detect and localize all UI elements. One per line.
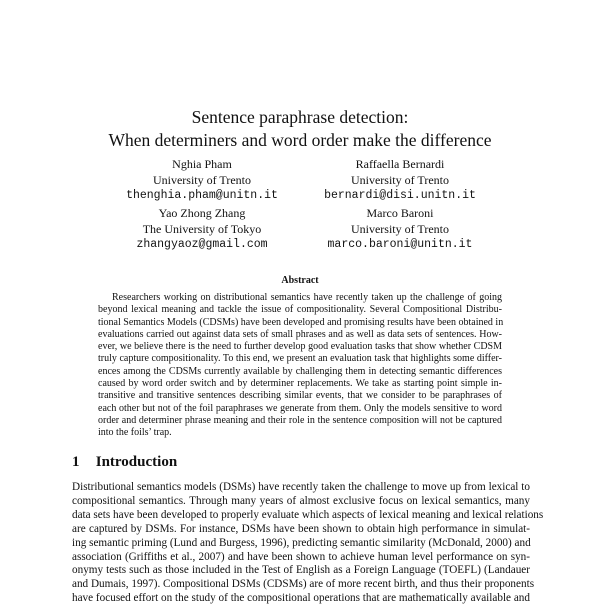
abstract-line: transitive and transitive sentences describing similar events, that we consider to be paraphrases of — [98, 390, 502, 402]
author-name: Marco Baroni — [366, 206, 434, 220]
author-block — [92, 206, 312, 253]
abstract-line: caused by word order switch and by determiner replacements. We take as starting point simple in- — [98, 378, 502, 390]
abstract-line: into the foils’ trap. — [98, 427, 172, 439]
intro-line: are captured by DSMs. For instance, DSMs have been shown to obtain high performance in simulat- — [72, 522, 530, 535]
author-affiliation: The University of Tokyo — [142, 221, 262, 236]
intro-line: data sets have been developed to properly evaluate which aspects of lexical meaning and lexical relations — [72, 508, 544, 521]
author-block — [92, 157, 312, 204]
intro-line: association (Griffiths et al., 2007) and have been shown to achieve human level performance on syn- — [72, 550, 530, 563]
section-number: 1 — [72, 454, 80, 470]
abstract-line: order and determiner phrase meaning and their role in the sentence composition will not be captured — [98, 414, 502, 426]
abstract-line: Researchers working on distributional semantics have recently taken up the challenge of going — [112, 292, 502, 303]
author-block — [290, 157, 510, 204]
intro-line: have focused effort on the study of the compositional operations that are mathematically available and — [72, 592, 530, 605]
abstract-heading: Abstract — [281, 275, 319, 286]
abstract-line: ences among the CDSMs currently available by challenging them in detecting semantic differences — [98, 365, 502, 377]
author-name: Yao Zhong Zhang — [158, 206, 246, 220]
abstract-line: tional Semantics Models (CDSMs) have been developed and promising results have been obtained in — [98, 316, 504, 328]
abstract-line: evaluations carried out against data sets of small phrases and as well as data sets of sentences. How- — [98, 328, 502, 340]
intro-line: compositional semantics. Through many years of almost exclusive focus on lexical semantics, many — [72, 494, 530, 507]
abstract-line: ever, we believe there is the need to further develop good evaluation tasks that show whether CDSM — [98, 341, 502, 353]
intro-line: and Dumais, 1997). Compositional DSMs (CDSMs) are of more recent birth, and thus their proponents — [72, 578, 535, 591]
author-email: thenghia.pham@unitn.it — [126, 189, 278, 202]
author-email: marco.baroni@unitn.it — [327, 238, 473, 251]
title-line-2: When determiners and word order make the difference — [108, 130, 492, 150]
abstract-line: beyond lexical meaning and tackle the issue of compositionality. Several Compositional Distribu- — [98, 304, 502, 316]
section-heading — [72, 454, 177, 471]
intro-line: ing semantic priming (Lund and Burgess, 1996), predicting semantic similarity (McDonald, 2000) and — [72, 536, 531, 549]
abstract-body — [98, 292, 502, 440]
intro-line: onymy tests such as those included in the Test of English as a Foreign Language (TOEFL) (Landauer — [72, 564, 530, 577]
intro-line: Distributional semantics models (DSMs) have recently taken the challenge to move up from lexical to — [72, 481, 530, 493]
author-name: Nghia Pham — [172, 157, 232, 171]
author-block — [290, 206, 510, 253]
author-affiliation: University of Trento — [350, 172, 449, 187]
author-email: bernardi@disi.unitn.it — [324, 189, 476, 202]
author-email: zhangyaoz@gmail.com — [136, 238, 268, 251]
author-name: Raffaella Bernardi — [355, 157, 445, 171]
abstract-line: each other but not of the foil paraphrases we generate from them. Only the models sensitive to word — [98, 402, 502, 414]
author-affiliation: University of Trento — [350, 221, 449, 236]
abstract-line: truly capture compositionality. To this end, we present an evaluation task that highlights some differ- — [98, 353, 502, 365]
title-line-1: Sentence paraphrase detection: — [191, 107, 409, 127]
paper-title — [0, 106, 600, 152]
introduction-body — [72, 481, 544, 606]
author-affiliation: University of Trento — [152, 172, 251, 187]
section-title: Introduction — [95, 454, 178, 470]
